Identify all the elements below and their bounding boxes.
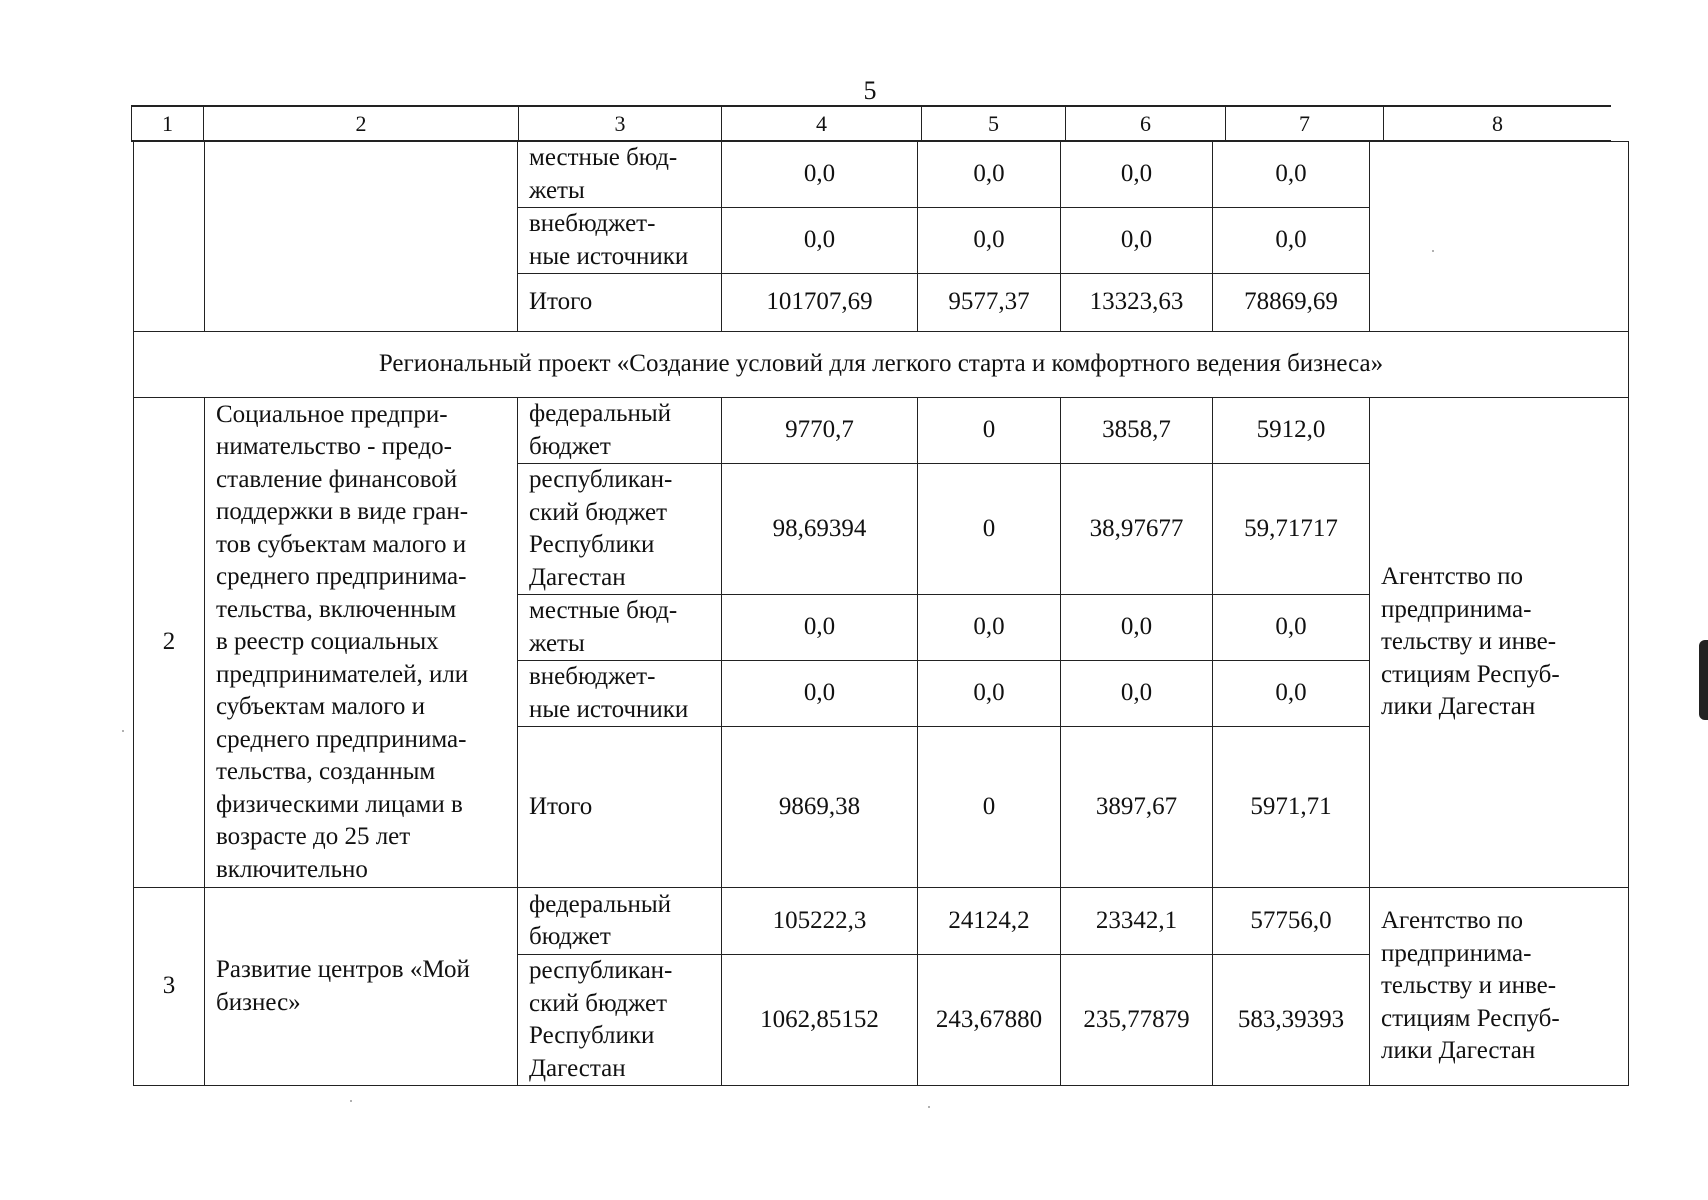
table-row — [134, 142, 1629, 208]
source-cell: Итого — [518, 727, 722, 888]
source-cell: федеральный бюджет — [518, 888, 722, 955]
value-cell: 0,0 — [918, 661, 1061, 727]
value-cell: 0,0 — [1061, 595, 1213, 661]
value-cell: 0,0 — [918, 208, 1061, 274]
row-number: 2 — [134, 398, 205, 888]
value-cell: 5912,0 — [1213, 398, 1370, 464]
header-col: 5 — [922, 107, 1066, 140]
scan-speck — [122, 730, 124, 732]
value-cell: 0 — [918, 398, 1061, 464]
value-cell: 0,0 — [918, 142, 1061, 208]
row-number: 3 — [134, 888, 205, 1086]
header-col: 6 — [1066, 107, 1226, 140]
value-cell: 0,0 — [918, 595, 1061, 661]
source-cell: федеральный бюджет — [518, 398, 722, 464]
page-number: 5 — [863, 76, 877, 105]
value-cell: 24124,2 — [918, 888, 1061, 955]
value-cell: 23342,1 — [1061, 888, 1213, 955]
value-cell: 13323,63 — [1061, 274, 1213, 332]
agency-cell: Агентство по предпринима- тельству и инве- стициям Респуб- лики Дагестан — [1370, 398, 1629, 888]
cell-empty — [1370, 142, 1629, 332]
value-cell: 583,39393 — [1213, 955, 1370, 1086]
source-cell: республикан- ский бюджет Республики Дагестан — [518, 955, 722, 1086]
value-cell: 1062,85152 — [722, 955, 918, 1086]
value-cell: 0,0 — [1061, 208, 1213, 274]
value-cell: 0,0 — [1213, 208, 1370, 274]
section-title-row — [134, 332, 1629, 398]
header-col: 1 — [131, 107, 204, 140]
value-cell: 0,0 — [1061, 142, 1213, 208]
value-cell: 57756,0 — [1213, 888, 1370, 955]
section-title: Региональный проект «Создание условий для легкого старта и комфортного ведения бизнеса» — [134, 332, 1629, 398]
table-row — [134, 888, 1629, 955]
value-cell: 78869,69 — [1213, 274, 1370, 332]
header-col: 7 — [1226, 107, 1384, 140]
value-cell: 3858,7 — [1061, 398, 1213, 464]
value-cell: 9770,7 — [722, 398, 918, 464]
value-cell: 101707,69 — [722, 274, 918, 332]
cell-empty — [205, 142, 518, 332]
source-cell: местные бюд- жеты — [518, 595, 722, 661]
value-cell: 0 — [918, 727, 1061, 888]
header-col: 4 — [722, 107, 922, 140]
header-col: 2 — [204, 107, 519, 140]
cell-empty — [134, 142, 205, 332]
value-cell: 0,0 — [722, 661, 918, 727]
value-cell: 0,0 — [722, 142, 918, 208]
value-cell: 0,0 — [722, 595, 918, 661]
scan-edge-mark — [1699, 640, 1708, 720]
source-cell: республикан- ский бюджет Республики Дагестан — [518, 464, 722, 595]
financing-table — [133, 141, 1629, 1086]
value-cell: 0,0 — [1213, 661, 1370, 727]
source-cell: местные бюд- жеты — [518, 142, 722, 208]
value-cell: 9577,37 — [918, 274, 1061, 332]
value-cell: 98,69394 — [722, 464, 918, 595]
table-row — [134, 398, 1629, 464]
measure-name: Развитие центров «Мой бизнес» — [205, 888, 518, 1086]
header-col: 8 — [1492, 111, 1503, 136]
value-cell: 9869,38 — [722, 727, 918, 888]
value-cell: 235,77879 — [1061, 955, 1213, 1086]
value-cell: 243,67880 — [918, 955, 1061, 1086]
value-cell: 38,97677 — [1061, 464, 1213, 595]
value-cell: 0,0 — [722, 208, 918, 274]
scan-speck — [350, 1100, 352, 1102]
value-cell: 0,0 — [1213, 595, 1370, 661]
value-cell: 0,0 — [1213, 142, 1370, 208]
value-cell: 59,71717 — [1213, 464, 1370, 595]
value-cell: 0,0 — [1061, 661, 1213, 727]
source-cell: внебюджет- ные источники — [518, 208, 722, 274]
column-numbers-header — [131, 105, 1611, 142]
source-cell: внебюджет- ные источники — [518, 661, 722, 727]
header-col: 3 — [519, 107, 722, 140]
scan-speck — [1432, 250, 1434, 252]
value-cell: 105222,3 — [722, 888, 918, 955]
agency-cell: Агентство по предпринима- тельству и инве- стициям Респуб- лики Дагестан — [1370, 888, 1629, 1086]
value-cell: 5971,71 — [1213, 727, 1370, 888]
measure-name: Социальное предпри- нимательство - предо- ставление финансовой поддержки в виде гран- тов субъектам малого и среднего предпринима- тельства, включенным в реестр социальных предпринимателей, или субъектам малого и среднего предпринима- тельства, созданным физическими лицами в возрасте до 25 лет включительно — [205, 398, 518, 888]
source-cell: Итого — [518, 274, 722, 332]
scan-speck — [928, 1106, 930, 1108]
value-cell: 0 — [918, 464, 1061, 595]
value-cell: 3897,67 — [1061, 727, 1213, 888]
